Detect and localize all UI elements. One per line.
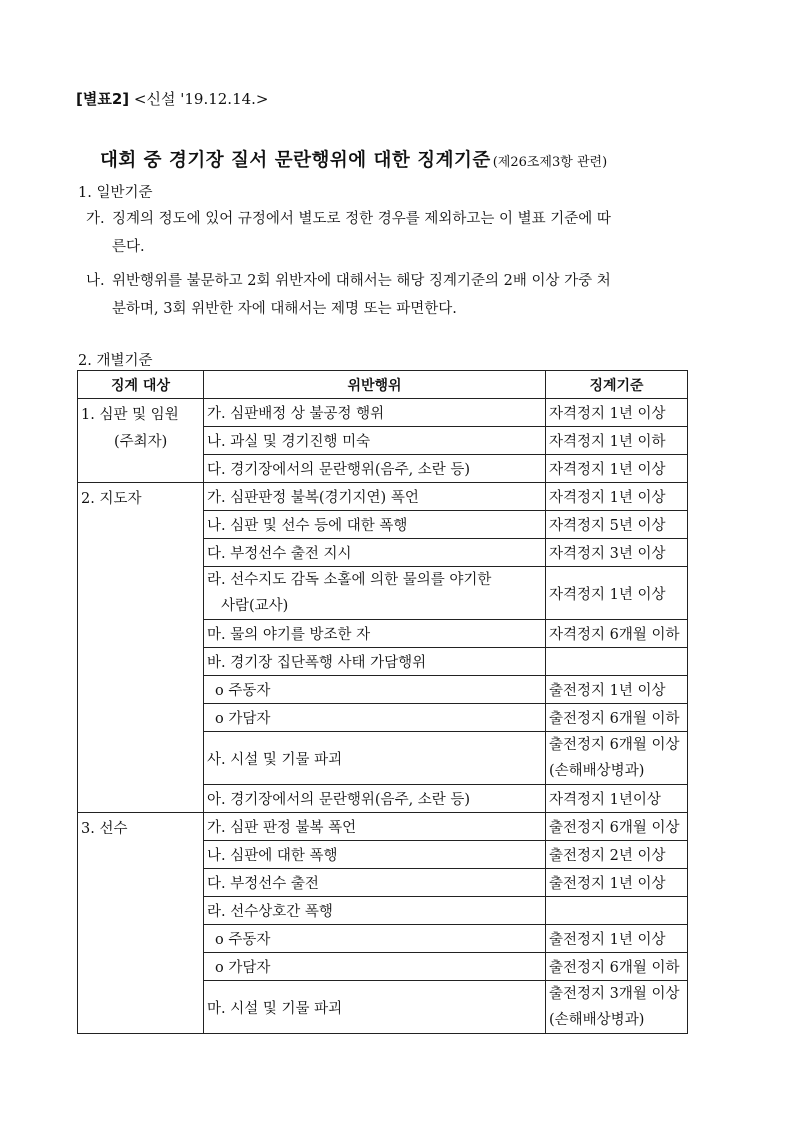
act-cell: 라. 선수상호간 폭행 [204, 897, 546, 925]
act-text-cont: 사람(교사) [221, 598, 289, 614]
act-cell: 나. 심판에 대한 폭행 [204, 841, 546, 869]
penalty-cell: 자격정지 5년 이상 [546, 511, 688, 539]
target-cell [78, 399, 204, 483]
penalty-cell: 출전정지 1년 이상 [546, 869, 688, 897]
rule-text-cont: 른다. [112, 239, 145, 255]
act-cell: 아. 경기장에서의 문란행위(음주, 소란 등) [204, 785, 546, 813]
penalty-cell [546, 648, 688, 676]
act-cell [204, 704, 546, 732]
act-cell [204, 925, 546, 953]
act-text: o 주동자 [215, 683, 271, 699]
rule-mark: 나. [86, 273, 105, 289]
appendix-tag: [별표2] [76, 90, 130, 108]
penalty-cell: 자격정지 1년 이상 [546, 483, 688, 511]
target-label-cont: (주최자) [114, 434, 168, 450]
act-text: o 주동자 [215, 932, 271, 948]
act-cell: 다. 부정선수 출전 지시 [204, 539, 546, 567]
target-label: 1. 심판 및 임원 [81, 407, 179, 423]
act-text: o 가담자 [215, 711, 271, 727]
target-label: 2. 지도자 [81, 491, 142, 507]
penalty-cell: 출전정지 1년 이상 [546, 925, 688, 953]
title-main: 대회 중 경기장 질서 문란행위에 대한 징계기준 [100, 150, 491, 171]
penalty-text-cont: (손해배상병과) [549, 1012, 645, 1028]
act-cell [204, 567, 546, 620]
act-cell: 마. 시설 및 기물 파괴 [204, 981, 546, 1034]
target-cell [78, 813, 204, 1034]
penalty-cell [546, 732, 688, 785]
penalty-cell: 자격정지 6개월 이하 [546, 620, 688, 648]
general-rule-b [86, 267, 726, 323]
rule-text-cont: 분하며, 3회 위반한 자에 대해서는 제명 또는 파면한다. [112, 301, 457, 317]
penalty-cell: 자격정지 1년 이상 [546, 567, 688, 620]
table-row [78, 483, 688, 511]
table-row [78, 813, 688, 841]
act-cell: 마. 물의 야기를 방조한 자 [204, 620, 546, 648]
column-header-penalty: 징계기준 [546, 371, 688, 399]
act-cell: 나. 과실 및 경기진행 미숙 [204, 427, 546, 455]
penalty-cell: 자격정지 1년이상 [546, 785, 688, 813]
penalty-cell: 자격정지 1년 이상 [546, 399, 688, 427]
penalty-cell: 자격정지 1년 이하 [546, 427, 688, 455]
rule-mark: 가. [86, 211, 105, 227]
title-sub: (제26조제3항 관련) [492, 155, 608, 170]
penalty-cell: 자격정지 3년 이상 [546, 539, 688, 567]
general-rule-a [86, 205, 726, 261]
penalty-cell: 자격정지 1년 이상 [546, 455, 688, 483]
act-cell: 바. 경기장 집단폭행 사태 가담행위 [204, 648, 546, 676]
penalty-cell: 출전정지 6개월 이하 [546, 953, 688, 981]
column-header-target: 징계 대상 [78, 371, 204, 399]
appendix-note: <신설 '19.12.14.> [133, 90, 269, 108]
act-cell [204, 676, 546, 704]
penalty-cell: 출전정지 6개월 이하 [546, 704, 688, 732]
table-header-row [78, 371, 688, 399]
act-cell: 다. 경기장에서의 문란행위(음주, 소란 등) [204, 455, 546, 483]
rule-text: 징계의 정도에 있어 규정에서 별도로 정한 경우를 제외하고는 이 별표 기준에 따 [112, 211, 611, 227]
act-cell: 다. 부정선수 출전 [204, 869, 546, 897]
penalty-cell: 출전정지 6개월 이상 [546, 813, 688, 841]
penalty-cell: 출전정지 2년 이상 [546, 841, 688, 869]
section1-heading: 1. 일반기준 [78, 185, 153, 201]
penalty-cell: 출전정지 1년 이상 [546, 676, 688, 704]
section2-heading: 2. 개별기준 [78, 353, 153, 369]
penalty-cell [546, 897, 688, 925]
document-title [100, 146, 607, 172]
penalty-text-cont: (손해배상병과) [549, 763, 645, 779]
column-header-act: 위반행위 [204, 371, 546, 399]
act-cell: 가. 심판배정 상 불공정 행위 [204, 399, 546, 427]
rule-text: 위반행위를 불문하고 2회 위반자에 대해서는 해당 징계기준의 2배 이상 가중 처 [112, 273, 611, 289]
act-cell [204, 953, 546, 981]
act-cell: 가. 심판 판정 불복 폭언 [204, 813, 546, 841]
target-label: 3. 선수 [81, 821, 128, 837]
penalty-text: 출전정지 6개월 이상 [549, 737, 680, 753]
act-text: 라. 선수지도 감독 소홀에 의한 물의를 야기한 [207, 572, 492, 588]
discipline-table [77, 370, 688, 1034]
act-cell: 사. 시설 및 기물 파괴 [204, 732, 546, 785]
penalty-cell [546, 981, 688, 1034]
act-text: o 가담자 [215, 960, 271, 976]
table-row [78, 399, 688, 427]
act-cell: 가. 심판판정 불복(경기지연) 폭언 [204, 483, 546, 511]
act-cell: 나. 심판 및 선수 등에 대한 폭행 [204, 511, 546, 539]
appendix-header [76, 88, 269, 109]
penalty-text: 출전정지 3개월 이상 [549, 986, 680, 1002]
target-cell [78, 483, 204, 813]
